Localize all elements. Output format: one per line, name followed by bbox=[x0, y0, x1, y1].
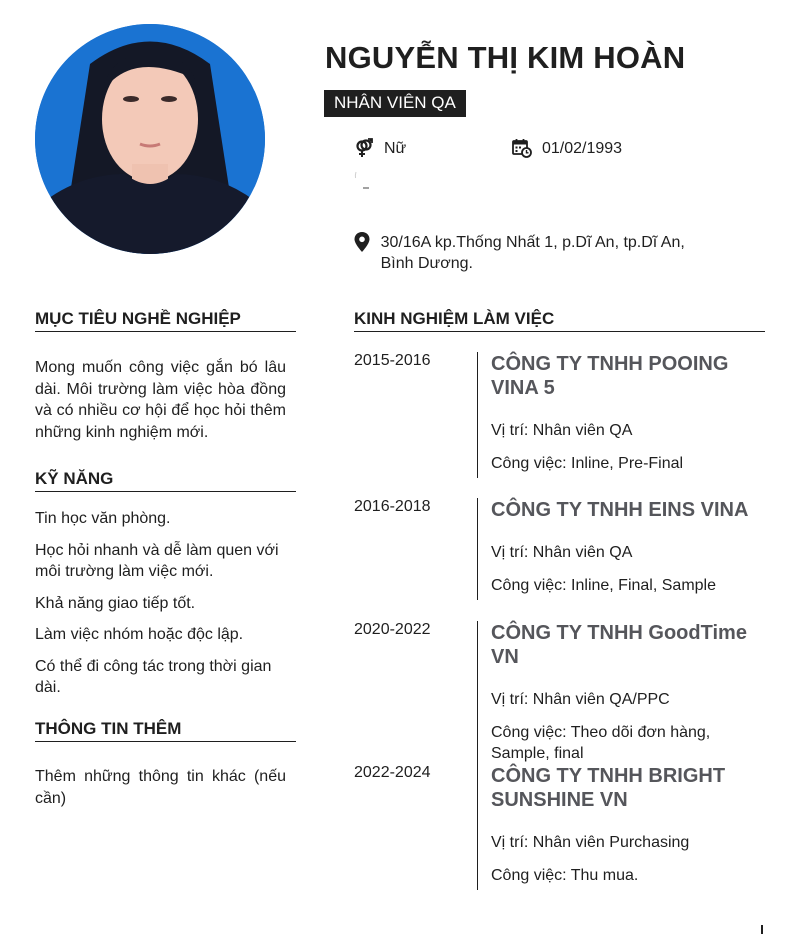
skill-item: Tin học văn phòng. bbox=[35, 510, 171, 527]
position: Vị trí: Nhân viên QA bbox=[491, 422, 633, 439]
experience-body bbox=[477, 352, 765, 478]
candidate-name: NGUYỄN THỊ KIM HOÀN bbox=[325, 40, 686, 75]
experience-years: 2020-2022 bbox=[354, 621, 431, 638]
job-duties: Công việc: Inline, Pre-Final bbox=[491, 455, 684, 472]
position: Vị trí: Nhân viên QA/PPC bbox=[491, 691, 670, 708]
calendar-icon bbox=[512, 138, 532, 158]
portrait-photo bbox=[35, 24, 265, 254]
skill-item: Làm việc nhóm hoặc độc lập. bbox=[35, 626, 244, 643]
dob-value: 01/02/1993 bbox=[542, 140, 623, 157]
page-edge-mark bbox=[761, 925, 763, 934]
address-value: 30/16A kp.Thống Nhất 1, p.Dĩ An, tp.Dĩ An, Bình Dương. bbox=[380, 234, 685, 272]
experience-body bbox=[477, 764, 765, 890]
extra-info-text: Thêm những thông tin khác (nếu cần) bbox=[35, 768, 286, 807]
experience-years: 2022-2024 bbox=[354, 764, 431, 781]
company-name: CÔNG TY TNHH BRIGHT SUNSHINE VN bbox=[491, 765, 726, 811]
address-row bbox=[354, 232, 714, 274]
company-name: CÔNG TY TNHH POOING VINA 5 bbox=[491, 353, 729, 399]
skill-item: Học hỏi nhanh và dễ làm quen với môi trường làm việc mới. bbox=[35, 541, 279, 580]
experience-body bbox=[477, 498, 765, 600]
company-name: CÔNG TY TNHH EINS VINA bbox=[491, 499, 749, 521]
objective-heading: MỤC TIÊU NGHỀ NGHIỆP bbox=[35, 309, 296, 332]
objective-text: Mong muốn công việc gắn bó lâu dài. Môi trường làm việc hòa đồng và có nhiều cơ hội để học hỏi thêm những kinh nghiệm mới. bbox=[35, 359, 286, 441]
phone-icon-placeholder bbox=[354, 170, 374, 190]
job-duties: Công việc: Theo dõi đơn hàng, Sample, final bbox=[491, 724, 711, 762]
position: Vị trí: Nhân viên QA bbox=[491, 544, 633, 561]
extra-info-heading: THÔNG TIN THÊM bbox=[35, 719, 296, 742]
map-pin-icon bbox=[354, 232, 371, 252]
experience-heading: KINH NGHIỆM LÀM VIỆC bbox=[354, 309, 765, 332]
job-title-badge: NHÂN VIÊN QA bbox=[324, 90, 466, 117]
position: Vị trí: Nhân viên Purchasing bbox=[491, 834, 690, 851]
gender-value: Nữ bbox=[384, 140, 407, 157]
gender-row bbox=[354, 138, 406, 159]
skill-item: Khả năng giao tiếp tốt. bbox=[35, 594, 196, 612]
job-duties: Công việc: Inline, Final, Sample bbox=[491, 577, 716, 594]
skill-item: Có thể đi công tác trong thời gian dài. bbox=[35, 657, 272, 696]
dob-row bbox=[512, 138, 622, 159]
job-duties: Công việc: Thu mua. bbox=[491, 867, 639, 884]
experience-body bbox=[477, 621, 765, 768]
company-name: CÔNG TY TNHH GoodTime VN bbox=[491, 622, 747, 668]
experience-years: 2015-2016 bbox=[354, 352, 431, 369]
gender-icon bbox=[354, 138, 374, 158]
avatar-photo bbox=[35, 24, 265, 254]
experience-years: 2016-2018 bbox=[354, 498, 431, 515]
skills-list bbox=[35, 508, 290, 709]
skills-heading: KỸ NĂNG bbox=[35, 469, 296, 492]
